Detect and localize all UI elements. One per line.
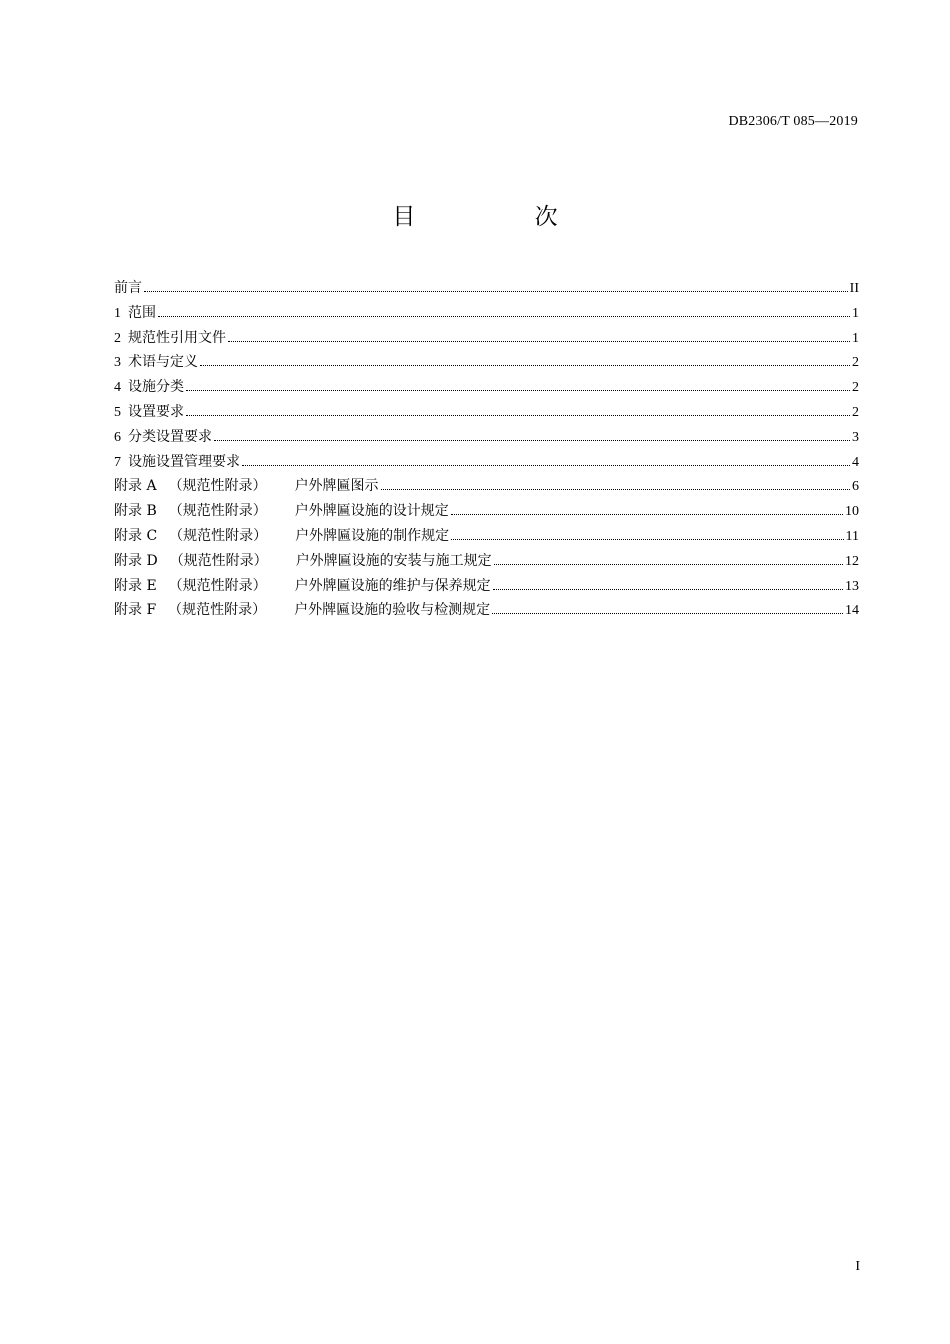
toc-entry-annex-title: 户外牌匾图示 (294, 478, 379, 495)
toc-entry-page-number: 4 (852, 454, 859, 470)
toc-entry-number: 7 (114, 454, 121, 470)
toc-entry-number: 5 (114, 404, 121, 420)
dot-leader (186, 414, 850, 416)
toc-entry-label: 附录 A (114, 478, 157, 495)
toc-entry-page-number: 14 (845, 603, 859, 619)
toc-entry-annex-type: （规范性附录） (169, 552, 268, 569)
toc-entry-label: 附录 F (114, 602, 157, 619)
toc-entry-label: 术语与定义 (128, 354, 198, 371)
dot-leader (144, 290, 848, 292)
toc-entry[interactable] (114, 450, 859, 475)
toc-entry-annex-type: （规范性附录） (169, 527, 268, 544)
toc-entry-label: 附录 D (114, 552, 158, 569)
toc-entry-annex-title: 户外牌匾设施的安装与施工规定 (295, 552, 492, 569)
toc-entry-number: 4 (114, 380, 121, 396)
toc-entry-page-number: 3 (852, 429, 859, 445)
toc-entry[interactable] (114, 400, 859, 425)
toc-entry-number: 6 (114, 429, 121, 445)
toc-entry-label: 设施设置管理要求 (128, 453, 240, 470)
dot-leader (493, 588, 843, 590)
toc-entry[interactable] (114, 524, 859, 549)
toc-entry-label: 附录 C (114, 527, 158, 544)
toc-entry-label: 设施分类 (128, 379, 184, 396)
toc-entry-number: 3 (114, 355, 121, 371)
toc-entry[interactable] (114, 474, 859, 499)
toc-title: 目 次 (392, 204, 614, 230)
toc-entry-label: 设置要求 (128, 403, 184, 420)
toc-entry[interactable] (114, 301, 859, 326)
toc-entry-label: 附录 E (114, 577, 157, 594)
dot-leader (200, 364, 850, 366)
page-folio: I (855, 1259, 860, 1274)
toc-entry-page-number: 1 (852, 330, 859, 346)
toc-entry-page-number: II (849, 281, 859, 296)
toc-entry-annex-type: （规范性附录） (168, 577, 267, 594)
toc-entry-annex-title: 户外牌匾设施的维护与保养规定 (294, 577, 491, 594)
toc-entry-annex-title: 户外牌匾设施的制作规定 (295, 527, 450, 544)
dot-leader (242, 464, 850, 466)
dot-leader (494, 563, 843, 565)
toc-entry-label: 前言 (114, 280, 142, 296)
dot-leader (492, 612, 843, 614)
toc-entry-page-number: 2 (852, 380, 859, 396)
toc-entry-page-number: 11 (845, 528, 859, 544)
toc-entry[interactable] (114, 499, 859, 524)
dot-leader (228, 340, 850, 342)
toc-entry-label: 规范性引用文件 (128, 329, 226, 346)
toc-entry-annex-title: 户外牌匾设施的验收与检测规定 (294, 602, 491, 619)
toc-entry[interactable] (114, 375, 859, 400)
toc-entry[interactable] (114, 326, 859, 351)
document-code: DB2306/T 085—2019 (728, 114, 858, 129)
dot-leader (381, 488, 850, 490)
toc-entry-label: 附录 B (114, 503, 157, 520)
toc-entry[interactable] (114, 549, 859, 574)
toc-entry-page-number: 13 (845, 578, 859, 594)
toc-entry-page-number: 12 (845, 553, 859, 569)
toc-entry-annex-type: （规范性附录） (168, 478, 267, 495)
toc-entry-annex-type: （规范性附录） (168, 602, 267, 619)
table-of-contents (114, 276, 859, 623)
dot-leader (158, 315, 850, 317)
toc-entry-page-number: 10 (845, 504, 859, 520)
dot-leader (186, 389, 850, 391)
toc-entry-label: 分类设置要求 (128, 428, 212, 445)
dot-leader (451, 538, 843, 540)
toc-entry-annex-title: 户外牌匾设施的设计规定 (294, 503, 449, 520)
toc-entry-page-number: 6 (852, 479, 859, 495)
toc-entry-page-number: 1 (852, 305, 859, 321)
toc-entry[interactable] (114, 276, 859, 301)
toc-entry[interactable] (114, 574, 859, 599)
dot-leader (214, 439, 850, 441)
toc-entry-page-number: 2 (852, 355, 859, 371)
toc-entry[interactable] (114, 350, 859, 375)
dot-leader (451, 513, 843, 515)
toc-entry-annex-type: （规范性附录） (168, 503, 267, 520)
toc-entry-page-number: 2 (852, 404, 859, 420)
toc-entry[interactable] (114, 425, 859, 450)
toc-entry-number: 2 (114, 330, 121, 346)
toc-entry-number: 1 (114, 305, 121, 321)
toc-entry[interactable] (114, 598, 859, 623)
toc-entry-label: 范围 (128, 304, 156, 321)
